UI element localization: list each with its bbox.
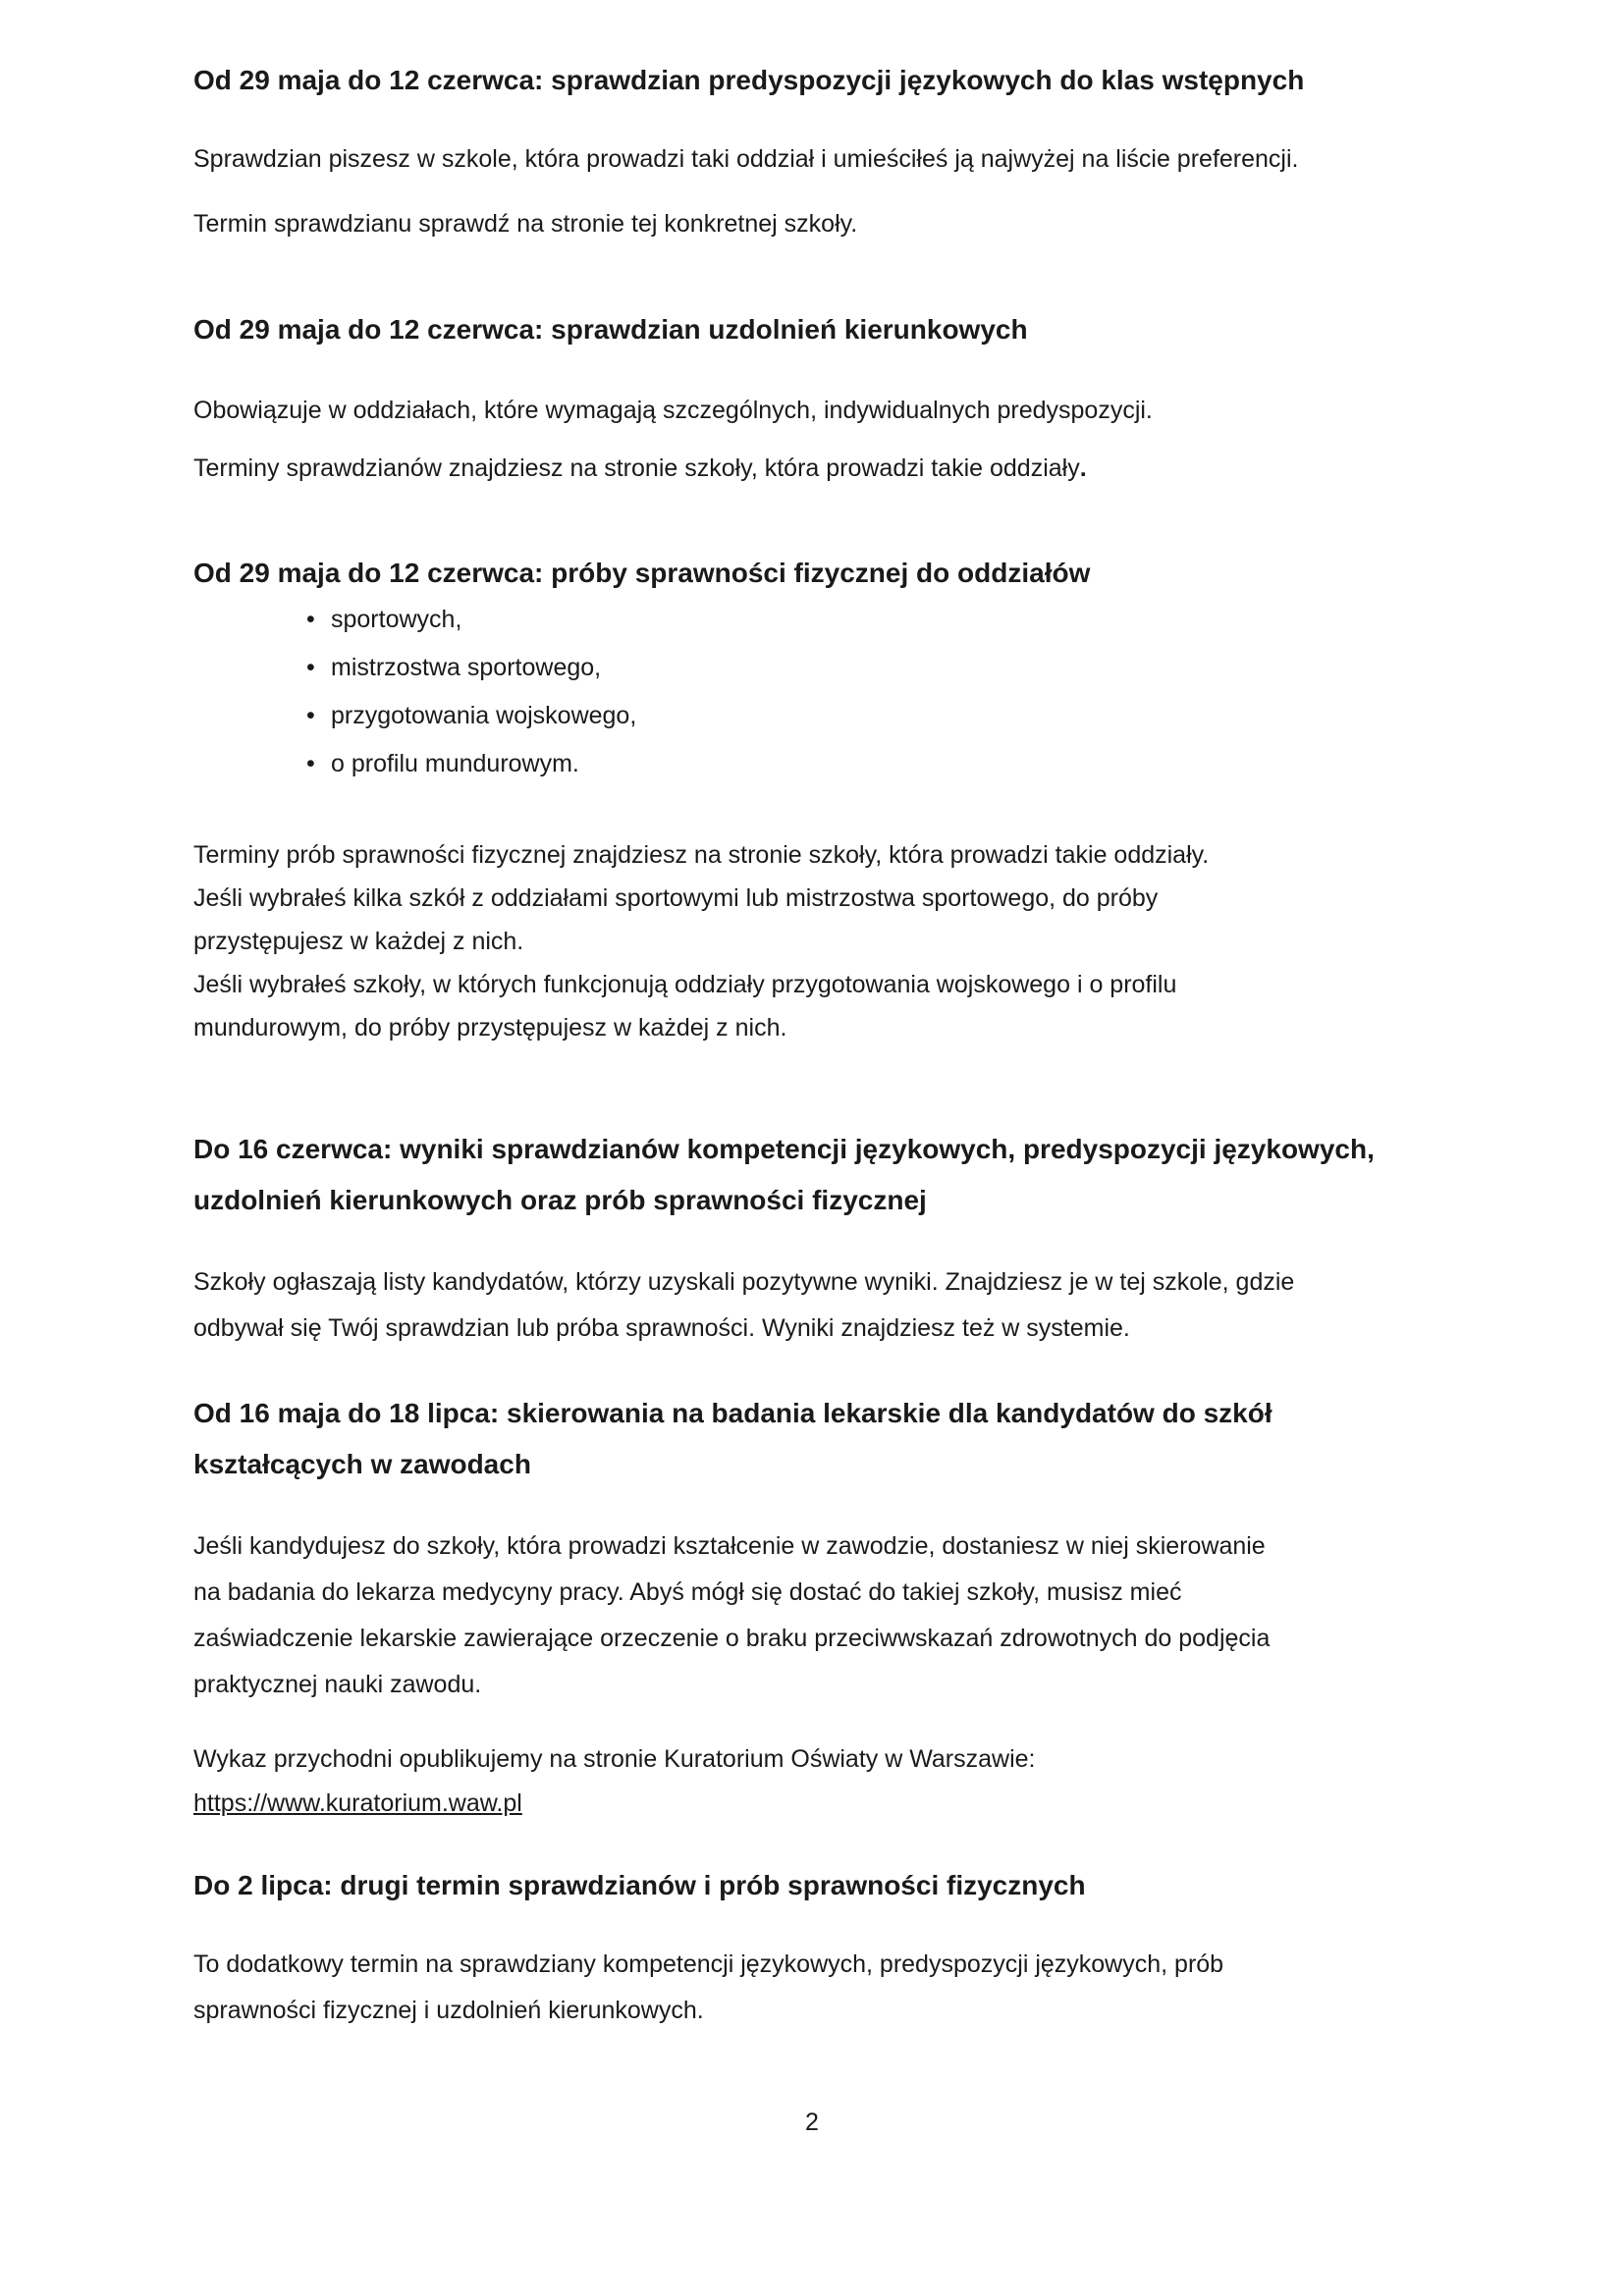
paragraph: Jeśli kandydujesz do szkoły, która prowadzi kształcenie w zawodzie, dostaniesz w niej skierowanie [193, 1532, 1266, 1560]
paragraph: Sprawdzian piszesz w szkole, która prowadzi taki oddział i umieściłeś ją najwyżej na liście preferencji. [193, 145, 1299, 173]
paragraph: zaświadczenie lekarskie zawierające orzeczenie o braku przeciwwskazań zdrowotnych do podjęcia [193, 1625, 1271, 1652]
paragraph: Jeśli wybrałeś kilka szkół z oddziałami sportowymi lub mistrzostwa sportowego, do próby [193, 884, 1159, 912]
bullet-icon: • [306, 702, 315, 729]
kuratorium-link[interactable]: https://www.kuratorium.waw.pl [193, 1789, 522, 1817]
paragraph-period: . [1079, 454, 1087, 482]
paragraph: mundurowym, do próby przystępujesz w każdej z nich. [193, 1014, 787, 1041]
paragraph: przystępujesz w każdej z nich. [193, 928, 524, 955]
list-item-label: sportowych, [331, 606, 462, 633]
section-heading-drugi-termin: Do 2 lipca: drugi termin sprawdzianów i prób sprawności fizycznych [193, 1870, 1086, 1900]
list-item-label: mistrzostwa sportowego, [331, 654, 602, 681]
bullet-icon: • [306, 606, 315, 633]
paragraph: sprawności fizycznej i uzdolnień kierunkowych. [193, 1997, 704, 2024]
section-heading-uzdolnienia: Od 29 maja do 12 czerwca: sprawdzian uzdolnień kierunkowych [193, 314, 1028, 345]
paragraph: Terminy prób sprawności fizycznej znajdziesz na stronie szkoły, która prowadzi takie oddziały. [193, 841, 1210, 869]
bullet-icon: • [306, 654, 315, 681]
paragraph: Jeśli wybrałeś szkoły, w których funkcjonują oddziały przygotowania wojskowego i o profilu [193, 971, 1177, 998]
section-heading-wyniki: Do 16 czerwca: wyniki sprawdzianów kompetencji językowych, predyspozycji językowych, [193, 1134, 1375, 1164]
list-item-label: przygotowania wojskowego, [331, 702, 637, 729]
list-item [193, 596, 1470, 644]
section-heading-predyspozycje: Od 29 maja do 12 czerwca: sprawdzian predyspozycji językowych do klas wstępnych [193, 65, 1305, 95]
bullet-icon: • [306, 750, 315, 777]
list-item [193, 644, 1470, 692]
paragraph [193, 447, 1470, 491]
bullet-list [193, 596, 1470, 788]
paragraph: Termin sprawdzianu sprawdź na stronie tej konkretnej szkoły. [193, 210, 858, 238]
paragraph: To dodatkowy termin na sprawdziany kompetencji językowych, predyspozycji językowych, prób [193, 1950, 1224, 1978]
section-heading-wyniki-cont: uzdolnień kierunkowych oraz prób sprawności fizycznej [193, 1185, 927, 1215]
section-heading-badania-lekarskie-cont: kształcących w zawodach [193, 1449, 531, 1479]
paragraph: na badania do lekarza medycyny pracy. Abyś mógł się dostać do takiej szkoły, musisz mieć [193, 1578, 1182, 1606]
list-item-label: o profilu mundurowym. [331, 750, 579, 777]
list-item [193, 692, 1470, 740]
paragraph: odbywał się Twój sprawdzian lub próba sprawności. Wyniki znajdziesz też w systemie. [193, 1314, 1130, 1342]
section-heading-proby-sprawnosci: Od 29 maja do 12 czerwca: próby sprawności fizycznej do oddziałów [193, 558, 1091, 588]
paragraph-text: Terminy sprawdzianów znajdziesz na stronie szkoły, która prowadzi takie oddziały [193, 454, 1080, 482]
page-number: 2 [805, 2109, 819, 2136]
paragraph: praktycznej nauki zawodu. [193, 1671, 482, 1698]
list-item [193, 740, 1470, 788]
kuratorium-link-line [193, 1782, 1470, 1826]
paragraph: Szkoły ogłaszają listy kandydatów, którzy uzyskali pozytywne wyniki. Znajdziesz je w tej szkole, gdzie [193, 1268, 1295, 1296]
paragraph: Obowiązuje w oddziałach, które wymagają szczególnych, indywidualnych predyspozycji. [193, 397, 1153, 424]
section-heading-badania-lekarskie: Od 16 maja do 18 lipca: skierowania na badania lekarskie dla kandydatów do szkół [193, 1398, 1272, 1428]
paragraph: Wykaz przychodni opublikujemy na stronie Kuratorium Oświaty w Warszawie: [193, 1745, 1036, 1773]
